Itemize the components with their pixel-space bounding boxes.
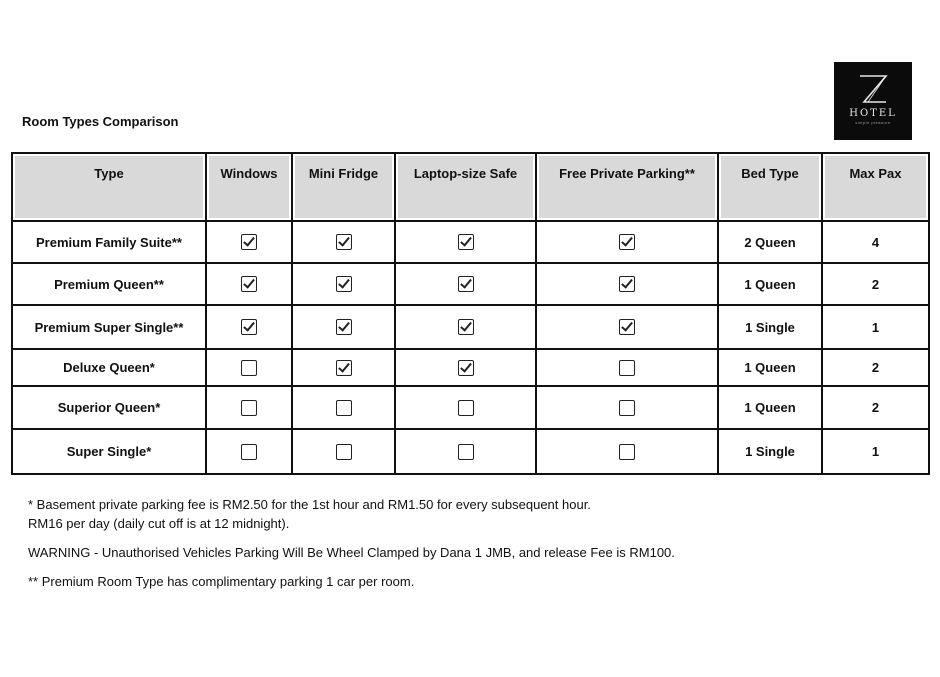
checked-checkbox-icon [619, 319, 635, 335]
max-pax: 2 [822, 263, 929, 305]
bed-type: 2 Queen [718, 221, 822, 263]
header-windows: Windows [206, 153, 292, 221]
max-pax: 4 [822, 221, 929, 263]
laptop-safe-cell [395, 429, 536, 474]
bed-type: 1 Queen [718, 263, 822, 305]
checked-checkbox-icon [336, 360, 352, 376]
header-laptop-safe: Laptop-size Safe [395, 153, 536, 221]
header-max-pax: Max Pax [822, 153, 929, 221]
checked-checkbox-icon [458, 360, 474, 376]
table-row [12, 429, 929, 474]
checked-checkbox-icon [458, 319, 474, 335]
table-row [12, 349, 929, 386]
laptop-safe-cell [395, 349, 536, 386]
checked-checkbox-icon [619, 276, 635, 292]
room-type: Super Single* [12, 429, 206, 474]
mini-fridge-cell [292, 305, 395, 349]
notes-section [28, 495, 908, 591]
bed-type: 1 Queen [718, 349, 822, 386]
windows-cell [206, 429, 292, 474]
unchecked-checkbox-icon [241, 400, 257, 416]
room-comparison-table [11, 152, 930, 475]
checked-checkbox-icon [458, 276, 474, 292]
note-daily-rate: RM16 per day (daily cut off is at 12 midnight). [28, 516, 290, 531]
checked-checkbox-icon [619, 234, 635, 250]
free-parking-cell [536, 305, 718, 349]
checked-checkbox-icon [241, 276, 257, 292]
note-premium: ** Premium Room Type has complimentary parking 1 car per room. [28, 574, 415, 589]
mini-fridge-cell [292, 221, 395, 263]
unchecked-checkbox-icon [619, 360, 635, 376]
laptop-safe-cell [395, 305, 536, 349]
checked-checkbox-icon [241, 234, 257, 250]
windows-cell [206, 263, 292, 305]
max-pax: 2 [822, 349, 929, 386]
header-mini-fridge: Mini Fridge [292, 153, 395, 221]
free-parking-cell [536, 349, 718, 386]
table-row [12, 221, 929, 263]
laptop-safe-cell [395, 263, 536, 305]
unchecked-checkbox-icon [241, 360, 257, 376]
note-warning: WARNING - Unauthorised Vehicles Parking Will Be Wheel Clamped by Dana 1 JMB, and release Fee is RM100. [28, 545, 675, 560]
mini-fridge-cell [292, 386, 395, 429]
checked-checkbox-icon [336, 234, 352, 250]
unchecked-checkbox-icon [458, 400, 474, 416]
checked-checkbox-icon [336, 276, 352, 292]
note-parking-fee: * Basement private parking fee is RM2.50 for the 1st hour and RM1.50 for every subsequent hour. [28, 497, 591, 512]
room-type: Superior Queen* [12, 386, 206, 429]
unchecked-checkbox-icon [619, 444, 635, 460]
checked-checkbox-icon [336, 319, 352, 335]
checked-checkbox-icon [458, 234, 474, 250]
windows-cell [206, 221, 292, 263]
max-pax: 2 [822, 386, 929, 429]
hotel-logo [834, 62, 912, 140]
unchecked-checkbox-icon [336, 444, 352, 460]
header-free-parking: Free Private Parking** [536, 153, 718, 221]
unchecked-checkbox-icon [336, 400, 352, 416]
room-type: Deluxe Queen* [12, 349, 206, 386]
bed-type: 1 Single [718, 305, 822, 349]
header-type: Type [12, 153, 206, 221]
room-type: Premium Family Suite** [12, 221, 206, 263]
logo-tagline: simple pleasure [855, 120, 891, 125]
mini-fridge-cell [292, 349, 395, 386]
table-row [12, 305, 929, 349]
laptop-safe-cell [395, 221, 536, 263]
free-parking-cell [536, 263, 718, 305]
bed-type: 1 Single [718, 429, 822, 474]
unchecked-checkbox-icon [458, 444, 474, 460]
max-pax: 1 [822, 429, 929, 474]
header-row [12, 153, 929, 221]
table-row [12, 386, 929, 429]
bed-type: 1 Queen [718, 386, 822, 429]
free-parking-cell [536, 386, 718, 429]
room-type: Premium Queen** [12, 263, 206, 305]
z-logo-icon [856, 72, 890, 106]
unchecked-checkbox-icon [241, 444, 257, 460]
free-parking-cell [536, 429, 718, 474]
header-bed-type: Bed Type [718, 153, 822, 221]
page-title: Room Types Comparison [22, 114, 179, 129]
mini-fridge-cell [292, 429, 395, 474]
table-row [12, 263, 929, 305]
mini-fridge-cell [292, 263, 395, 305]
free-parking-cell [536, 221, 718, 263]
room-type: Premium Super Single** [12, 305, 206, 349]
max-pax: 1 [822, 305, 929, 349]
laptop-safe-cell [395, 386, 536, 429]
unchecked-checkbox-icon [619, 400, 635, 416]
checked-checkbox-icon [241, 319, 257, 335]
windows-cell [206, 349, 292, 386]
windows-cell [206, 386, 292, 429]
logo-word: HOTEL [849, 108, 897, 119]
windows-cell [206, 305, 292, 349]
